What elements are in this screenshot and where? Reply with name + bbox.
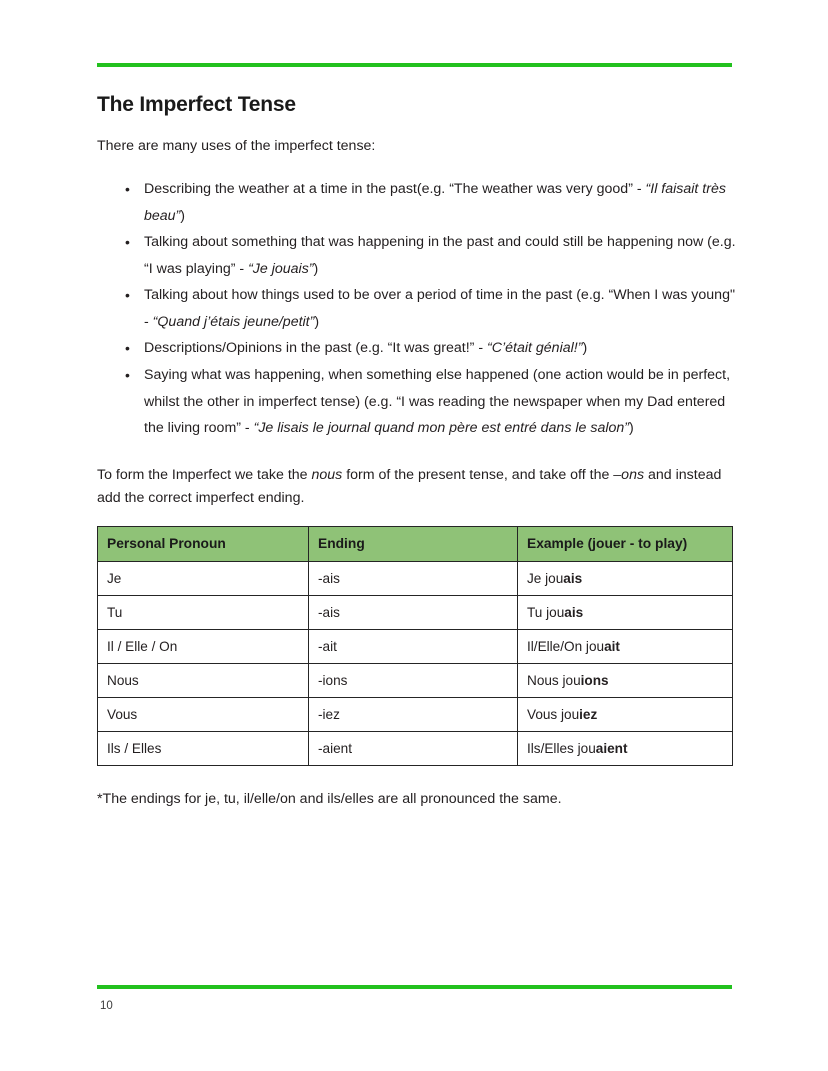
example-stem: Il/Elle/On jou: [527, 638, 605, 654]
cell-example: [518, 561, 733, 595]
table-row: [98, 731, 733, 765]
list-item: [97, 282, 737, 335]
formation-italic-ons: –ons: [613, 466, 645, 483]
formation-text-1: To form the Imperfect we take the: [97, 466, 312, 483]
list-item-tail: ): [180, 207, 186, 224]
document-content: [97, 92, 737, 810]
list-item-example: “Je lisais le journal quand mon père est entré dans le salon”: [253, 420, 629, 437]
example-ending: ait: [604, 638, 620, 654]
table-header-row: [98, 526, 733, 561]
list-item-lead: Descriptions/Opinions in the past (e.g. “It was great!” -: [144, 340, 488, 357]
example-stem: Nous jou: [527, 672, 581, 688]
cell-ending: -iez: [309, 697, 518, 731]
cell-pronoun: Je: [98, 561, 309, 595]
cell-example: [518, 629, 733, 663]
column-header-ending: Ending: [309, 526, 518, 561]
table-row: [98, 629, 733, 663]
cell-pronoun: Il / Elle / On: [98, 629, 309, 663]
list-item-example: “Je jouais”: [248, 260, 314, 277]
list-item-example: “Il faisait très beau”: [144, 181, 726, 224]
cell-pronoun: Nous: [98, 663, 309, 697]
cell-ending: -aient: [309, 731, 518, 765]
footer-rule: [97, 985, 732, 989]
formation-text-2: form of the present tense, and take off the: [342, 466, 614, 483]
cell-ending: -ais: [309, 561, 518, 595]
table-row: [98, 595, 733, 629]
footnote: *The endings for je, tu, il/elle/on and ils/elles are all pronounced the same.: [97, 790, 562, 807]
column-header-example: Example (jouer - to play): [518, 526, 733, 561]
list-item-tail: ): [629, 420, 634, 437]
list-item-tail: ): [313, 260, 319, 277]
table-row: [98, 561, 733, 595]
cell-ending: -ait: [309, 629, 518, 663]
cell-pronoun: Vous: [98, 697, 309, 731]
example-ending: ais: [563, 570, 583, 586]
formation-italic-nous: nous: [311, 466, 343, 483]
header-rule: [97, 63, 732, 67]
cell-pronoun: Tu: [98, 595, 309, 629]
list-item-lead: Saying what was happening, when something else happened (one action would be in perfect, whilst the other in imperfect tense) (e.g. “I was reading the newspaper when my Dad entered the living room” -: [144, 367, 731, 437]
example-ending: aient: [595, 740, 628, 756]
list-item: [97, 362, 737, 442]
conjugation-table: [97, 526, 733, 766]
uses-list: [97, 176, 737, 441]
list-item: [97, 335, 737, 362]
formation-text-3: and instead add the correct imperfect ending.: [97, 466, 722, 506]
list-item-lead: Talking about something that was happening in the past and could still be happening now (e.g. “I was playing” -: [144, 234, 736, 277]
list-item-tail: ): [314, 313, 320, 330]
cell-example: [518, 731, 733, 765]
example-stem: Tu jou: [527, 604, 565, 620]
cell-example: [518, 595, 733, 629]
example-stem: Je jou: [527, 570, 564, 586]
table-row: [98, 697, 733, 731]
list-item-tail: ): [582, 340, 588, 357]
list-item-lead: Talking about how things used to be over a period of time in the past (e.g. “When I was young" -: [144, 287, 736, 330]
list-item-lead: Describing the weather at a time in the past(e.g. “The weather was very good” -: [144, 181, 646, 198]
table-row: [98, 663, 733, 697]
cell-example: [518, 697, 733, 731]
cell-ending: -ais: [309, 595, 518, 629]
page-number: 10: [100, 1000, 113, 1012]
cell-ending: -ions: [309, 663, 518, 697]
formation-paragraph: [97, 464, 737, 510]
example-ending: ais: [564, 604, 584, 620]
list-item: [97, 176, 737, 229]
cell-pronoun: Ils / Elles: [98, 731, 309, 765]
example-stem: Vous jou: [527, 706, 580, 722]
example-stem: Ils/Elles jou: [527, 740, 596, 756]
cell-example: [518, 663, 733, 697]
list-item-example: “C’était génial!”: [487, 340, 583, 357]
column-header-pronoun: Personal Pronoun: [98, 526, 309, 561]
example-ending: ions: [580, 672, 609, 688]
list-item-example: “Quand j’étais jeune/petit”: [152, 313, 315, 330]
example-ending: iez: [579, 706, 598, 722]
list-item: [97, 229, 737, 282]
page-title: The Imperfect Tense: [97, 93, 296, 116]
intro-paragraph: There are many uses of the imperfect tense:: [97, 138, 376, 155]
